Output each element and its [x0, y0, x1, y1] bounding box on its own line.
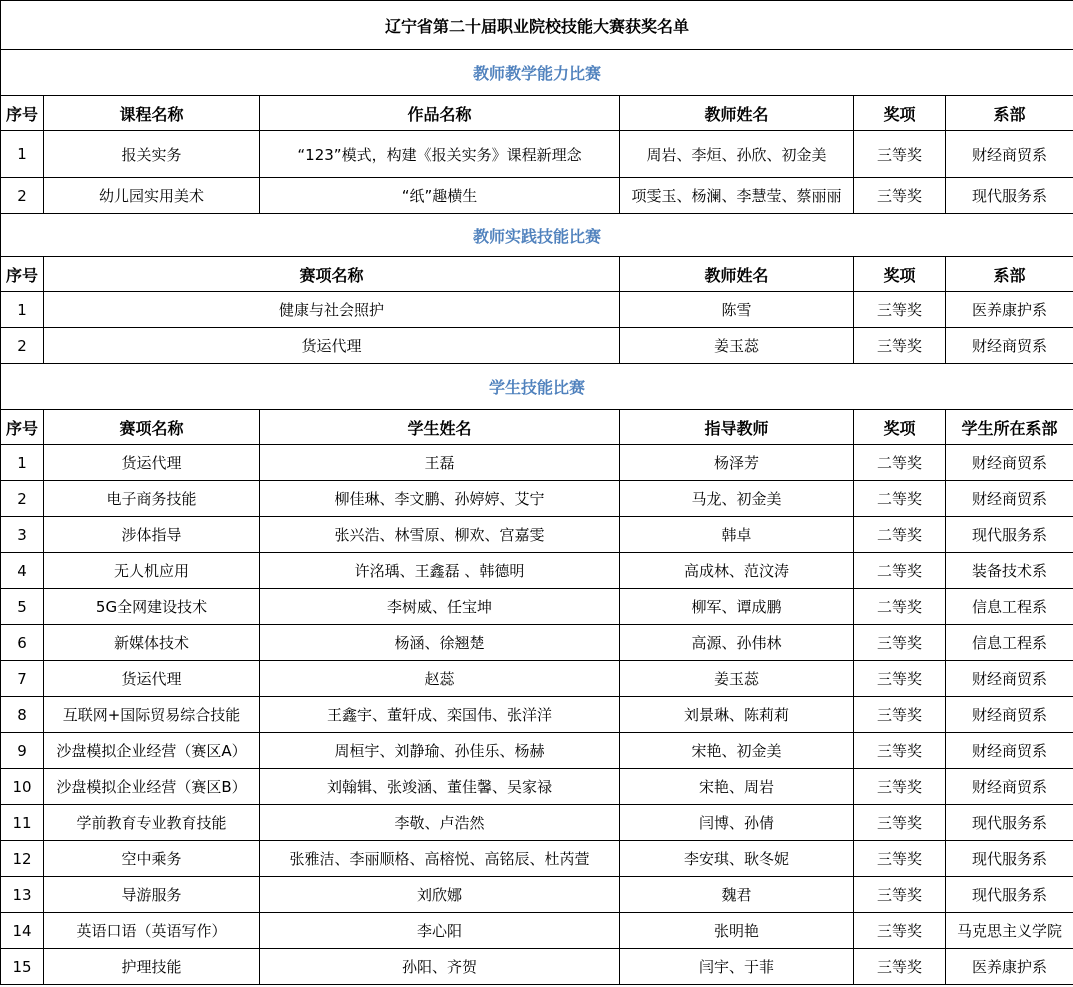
award: 三等奖: [854, 913, 946, 949]
advisor-names: 闫博、孙倩: [620, 805, 854, 841]
advisor-names: 张明艳: [620, 913, 854, 949]
event-name: 电子商务技能: [44, 481, 260, 517]
table-row: [1, 949, 1073, 985]
row-index: 12: [1, 841, 44, 877]
student-names: 王鑫宇、董轩成、栾国伟、张洋洋: [260, 697, 620, 733]
table-row: [1, 589, 1073, 625]
event-name: 学前教育专业教育技能: [44, 805, 260, 841]
award: 三等奖: [854, 131, 946, 178]
award: 三等奖: [854, 733, 946, 769]
advisor-names: 杨泽芳: [620, 445, 854, 481]
student-section-row: [1, 364, 1073, 410]
table-row: [1, 481, 1073, 517]
student-names: 赵蕊: [260, 661, 620, 697]
table-row: [1, 328, 1073, 364]
advisor-names: 马龙、初金美: [620, 481, 854, 517]
event-name: 英语口语（英语写作）: [44, 913, 260, 949]
teacher-names: 周岩、李烜、孙欣、初金美: [620, 131, 854, 178]
department: 现代服务系: [946, 841, 1073, 877]
student-names: 王磊: [260, 445, 620, 481]
department: 财经商贸系: [946, 661, 1073, 697]
col-header-department: 学生所在系部: [946, 410, 1073, 445]
row-index: 4: [1, 553, 44, 589]
event-name: 导游服务: [44, 877, 260, 913]
event-name: 涉体指导: [44, 517, 260, 553]
event-name: 沙盘模拟企业经营（赛区A）: [44, 733, 260, 769]
department: 现代服务系: [946, 805, 1073, 841]
department: 现代服务系: [946, 178, 1073, 214]
event-name: 5G全网建设技术: [44, 589, 260, 625]
row-index: 1: [1, 292, 44, 328]
row-index: 3: [1, 517, 44, 553]
header-row: [1, 257, 1073, 292]
col-header-department: 系部: [946, 96, 1073, 131]
award: 三等奖: [854, 661, 946, 697]
table-row: [1, 625, 1073, 661]
student-names: 张兴浩、林雪原、柳欢、宫嘉雯: [260, 517, 620, 553]
table-row: [1, 178, 1073, 214]
department: 财经商贸系: [946, 697, 1073, 733]
department: 财经商贸系: [946, 733, 1073, 769]
advisor-names: 柳军、谭成鹏: [620, 589, 854, 625]
teacher-names: 陈雪: [620, 292, 854, 328]
col-header-event: 赛项名称: [44, 257, 620, 292]
row-index: 7: [1, 661, 44, 697]
col-header-students: 学生姓名: [260, 410, 620, 445]
row-index: 13: [1, 877, 44, 913]
department: 财经商贸系: [946, 445, 1073, 481]
col-header-index: 序号: [1, 96, 44, 131]
advisor-names: 闫宇、于菲: [620, 949, 854, 985]
advisor-names: 刘景琳、陈莉莉: [620, 697, 854, 733]
student-section-title: 学生技能比赛: [1, 364, 1073, 410]
student-names: 柳佳琳、李文鹏、孙婷婷、艾宁: [260, 481, 620, 517]
teaching-section-title: 教师教学能力比赛: [1, 50, 1073, 96]
event-name: 新媒体技术: [44, 625, 260, 661]
student-names: 周桓宇、刘静瑜、孙佳乐、杨赫: [260, 733, 620, 769]
student-names: 李树威、任宝坤: [260, 589, 620, 625]
teacher-names: 姜玉蕊: [620, 328, 854, 364]
table-row: [1, 877, 1073, 913]
student-names: 刘欣娜: [260, 877, 620, 913]
document-title: 辽宁省第二十届职业院校技能大赛获奖名单: [1, 1, 1073, 50]
advisor-names: 高成林、范汶涛: [620, 553, 854, 589]
row-index: 15: [1, 949, 44, 985]
col-header-award: 奖项: [854, 257, 946, 292]
row-index: 8: [1, 697, 44, 733]
department: 财经商贸系: [946, 769, 1073, 805]
header-row: [1, 410, 1073, 445]
award: 三等奖: [854, 292, 946, 328]
award: 二等奖: [854, 445, 946, 481]
award: 三等奖: [854, 841, 946, 877]
award: 三等奖: [854, 877, 946, 913]
header-row: [1, 96, 1073, 131]
event-name: 空中乘务: [44, 841, 260, 877]
student-names: 许洺瑀、王鑫磊 、韩德明: [260, 553, 620, 589]
award: 三等奖: [854, 805, 946, 841]
table-row: [1, 769, 1073, 805]
col-header-department: 系部: [946, 257, 1073, 292]
col-header-work: 作品名称: [260, 96, 620, 131]
row-index: 11: [1, 805, 44, 841]
event-name: 货运代理: [44, 661, 260, 697]
row-index: 9: [1, 733, 44, 769]
col-header-teachers: 教师姓名: [620, 257, 854, 292]
student-names: 李敬、卢浩然: [260, 805, 620, 841]
event-name: 护理技能: [44, 949, 260, 985]
col-header-award: 奖项: [854, 96, 946, 131]
department: 财经商贸系: [946, 328, 1073, 364]
student-names: 李心阳: [260, 913, 620, 949]
event-name: 无人机应用: [44, 553, 260, 589]
table-row: [1, 517, 1073, 553]
teacher-names: 项雯玉、杨澜、李慧莹、蔡丽丽: [620, 178, 854, 214]
award: 三等奖: [854, 178, 946, 214]
table-row: [1, 292, 1073, 328]
row-index: 14: [1, 913, 44, 949]
table-row: [1, 913, 1073, 949]
row-index: 10: [1, 769, 44, 805]
event-name: 货运代理: [44, 328, 620, 364]
advisor-names: 魏君: [620, 877, 854, 913]
col-header-award: 奖项: [854, 410, 946, 445]
table-row: [1, 661, 1073, 697]
department: 信息工程系: [946, 589, 1073, 625]
advisor-names: 宋艳、周岩: [620, 769, 854, 805]
row-index: 2: [1, 178, 44, 214]
table-row: [1, 445, 1073, 481]
department: 马克思主义学院: [946, 913, 1073, 949]
advisor-names: 宋艳、初金美: [620, 733, 854, 769]
award: 二等奖: [854, 553, 946, 589]
student-names: 刘翰辑、张竣涵、董佳馨、吴家禄: [260, 769, 620, 805]
event-name: 健康与社会照护: [44, 292, 620, 328]
course-name: 幼儿园实用美术: [44, 178, 260, 214]
event-name: 沙盘模拟企业经营（赛区B）: [44, 769, 260, 805]
table-row: [1, 805, 1073, 841]
award: 三等奖: [854, 625, 946, 661]
department: 财经商贸系: [946, 131, 1073, 178]
advisor-names: 李安琪、耿冬妮: [620, 841, 854, 877]
table-row: [1, 131, 1073, 178]
department: 医养康护系: [946, 292, 1073, 328]
course-name: 报关实务: [44, 131, 260, 178]
row-index: 1: [1, 131, 44, 178]
row-index: 2: [1, 328, 44, 364]
work-name: “纸”趣横生: [260, 178, 620, 214]
teaching-section-row: [1, 50, 1073, 96]
col-header-index: 序号: [1, 257, 44, 292]
department: 医养康护系: [946, 949, 1073, 985]
col-header-teachers: 教师姓名: [620, 96, 854, 131]
event-name: 货运代理: [44, 445, 260, 481]
department: 现代服务系: [946, 517, 1073, 553]
award: 三等奖: [854, 328, 946, 364]
table-row: [1, 553, 1073, 589]
advisor-names: 高源、孙伟林: [620, 625, 854, 661]
department: 财经商贸系: [946, 481, 1073, 517]
row-index: 6: [1, 625, 44, 661]
col-header-event: 赛项名称: [44, 410, 260, 445]
col-header-course: 课程名称: [44, 96, 260, 131]
event-name: 互联网+国际贸易综合技能: [44, 697, 260, 733]
award: 二等奖: [854, 517, 946, 553]
practice-section-row: [1, 214, 1073, 257]
department: 信息工程系: [946, 625, 1073, 661]
award: 三等奖: [854, 697, 946, 733]
col-header-index: 序号: [1, 410, 44, 445]
work-name: “123”模式，构建《报关实务》课程新理念: [260, 131, 620, 178]
table-row: [1, 697, 1073, 733]
department: 现代服务系: [946, 877, 1073, 913]
award: 二等奖: [854, 481, 946, 517]
advisor-names: 姜玉蕊: [620, 661, 854, 697]
table-row: [1, 841, 1073, 877]
practice-section-title: 教师实践技能比赛: [1, 214, 1073, 257]
advisor-names: 韩卓: [620, 517, 854, 553]
row-index: 1: [1, 445, 44, 481]
award: 三等奖: [854, 949, 946, 985]
title-row: [1, 1, 1073, 50]
student-names: 张雅洁、李丽顺格、高榕悦、高铭辰、杜芮萱: [260, 841, 620, 877]
col-header-advisors: 指导教师: [620, 410, 854, 445]
award: 三等奖: [854, 769, 946, 805]
award: 二等奖: [854, 589, 946, 625]
department: 装备技术系: [946, 553, 1073, 589]
table-row: [1, 733, 1073, 769]
student-names: 孙阳、齐贺: [260, 949, 620, 985]
student-names: 杨涵、徐翘楚: [260, 625, 620, 661]
row-index: 2: [1, 481, 44, 517]
row-index: 5: [1, 589, 44, 625]
